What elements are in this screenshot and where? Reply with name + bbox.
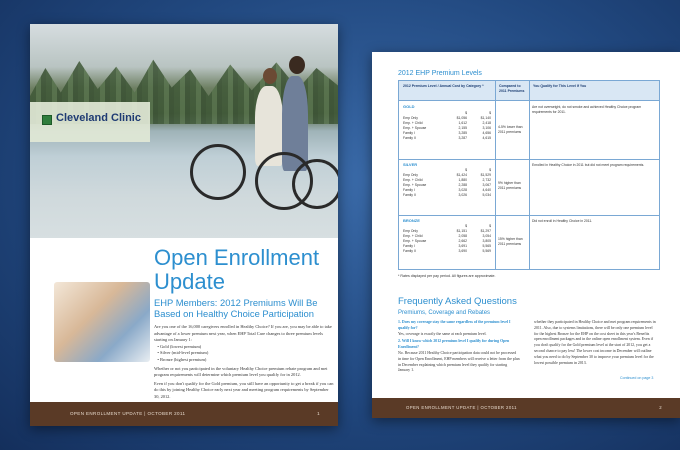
couple-photo: [54, 282, 150, 362]
faq-answer: whether they participated in Healthy Choice and met program requirements in 2011. Also, due to systems limitations, there will be only one premium level for the highest Bronze for the EHP on the cost sheet in this year's Benefits open enrollment packages and in the online open enrollment system. Even if you don't qualify for the Gold premium level at the start of 2012, you get a second chance to pay less! The lower cost income in December will outline what you need to do by September 30 to improve your premium level for the lowest possible premium in 2013.: [534, 320, 656, 365]
tier-name: SILVER: [403, 162, 418, 167]
faq-title: Frequently Asked Questions: [398, 296, 517, 307]
tier-name: BRONZE: [403, 218, 420, 223]
cost-column: $ $1,297 3,054 3,805 5,565 5,569: [480, 224, 491, 253]
intro-paragraph: Are you one of the 16,000 caregivers enrolled in Healthy Choice? If you are, you may be able to take advantage of a lower premium next year, when EHP Total Care changes to three premium levels starting on January 1:: [154, 324, 332, 343]
list-item: • Silver (mid-level premium): [160, 350, 334, 357]
divider: [495, 81, 496, 269]
page-number: 2: [659, 405, 662, 410]
qualify-cell: Enrolled in Healthy Choice in 2011 but did not meet program requirements.: [532, 163, 645, 167]
faq-subtitle: Premiums, Coverage and Rebates: [398, 310, 491, 316]
divider: [399, 215, 659, 216]
compare-cell: 4-5% lower than 2011 premiums: [498, 125, 523, 134]
continued-note: Continued on page 3: [620, 376, 654, 380]
woman-head: [289, 56, 305, 74]
list-item: • Bronze (highest premium): [160, 357, 334, 364]
page-title: [154, 246, 334, 294]
page-number: 1: [317, 411, 320, 416]
paragraph: Even if you don't qualify for the Gold premium, you still have an opportunity to get a break if you can do this by joining Healthy Choice early next year and meeting program requirements by September 30, 2012.: [154, 380, 334, 399]
cost-column: $ $1,056 1,612 2,155 3,285 3,287: [456, 111, 467, 140]
footer-text: OPEN ENROLLMENT UPDATE | OCTOBER 2011: [70, 411, 186, 416]
row-labels: Emp Only Emp. + Child Emp. + Spouse Family I Family II: [403, 116, 427, 140]
qualify-cell: Are not overweight, do not smoke and achieved Healthy Choice program requirements for 2011.: [532, 105, 642, 114]
cleveland-clinic-logo-icon: [42, 115, 52, 125]
bike-wheel-icon: [190, 144, 246, 200]
premium-table: [398, 80, 660, 270]
cover-photo: [30, 24, 338, 238]
cost-column: $ $1,529 2,732 3,067 4,640 5,034: [480, 168, 491, 197]
logo-text: Cleveland Clinic: [56, 112, 141, 124]
list-item: • Gold (lowest premium): [160, 344, 334, 351]
newsletter-page-1: [30, 24, 338, 426]
compare-cell: 15% higher than 2011 premiums: [498, 237, 523, 246]
qualify-cell: Did not enroll in Healthy Choice in 2011.: [532, 219, 593, 223]
cost-column: $ $1,151 2,058 2,662 3,691 3,690: [456, 224, 467, 253]
title-line-1: Open Enrollment: [154, 245, 320, 270]
footer-text: OPEN ENROLLMENT UPDATE | OCTOBER 2011: [406, 405, 517, 410]
faq-left-column: [398, 320, 520, 374]
column-header: Compared to 2011 Premiums: [499, 84, 525, 93]
column-header: You Qualify for This Level If You: [533, 84, 587, 88]
faq-question: 1. Does my coverage stay the same regardless of the premium level I qualify for?: [398, 320, 511, 330]
tier-name: GOLD: [403, 104, 415, 109]
faq-right-column: [534, 320, 656, 366]
cost-column: $ $1,140 2,418 3,106 4,656 4,615: [480, 111, 491, 140]
premium-list: [154, 344, 334, 364]
cost-column: $ $1,424 1,880 2,288 3,028 3,026: [456, 168, 467, 197]
footer-bar: [372, 398, 680, 418]
row-labels: Emp Only Emp. + Child Emp. + Spouse Family I Family II: [403, 173, 427, 197]
title-line-2: Update: [154, 269, 225, 294]
faq-answer: Yes, coverage is exactly the same at each premium level.: [398, 331, 487, 336]
newsletter-page-2: [372, 52, 680, 418]
section-title: 2012 EHP Premium Levels: [398, 70, 482, 77]
column-header: 2012 Premium Level / Annual Cost by Category *: [403, 84, 484, 88]
man-head: [263, 68, 277, 84]
faq-answer: No. Because 2011 Healthy Choice participation data could not be processed in time for Open Enrollment, EHP members will receive a letter from the plan in December explaining which premium level they qualify for starting January 1.: [398, 350, 520, 373]
divider: [399, 159, 659, 160]
compare-cell: 9% higher than 2011 premiums: [498, 181, 522, 190]
divider: [529, 81, 530, 269]
table-notes: * Rates displayed per pay period. All figures are approximate.: [398, 274, 496, 278]
faq-question: 2. Will I know which 2012 premium level I qualify for during Open Enrollment?: [398, 339, 510, 350]
bike-wheel-icon: [292, 159, 338, 209]
article-subhead: EHP Members: 2012 Premiums Will Be Based on Healthy Choice Participation: [154, 297, 318, 319]
footer-bar: [30, 402, 338, 426]
paragraph: Whether or not you participated in the voluntary Healthy Choice premium rebate program and met program requirements will determine which premium level you qualify for in 2012.: [154, 365, 328, 378]
row-labels: Emp Only Emp. + Child Emp. + Spouse Family I Family II: [403, 229, 427, 253]
